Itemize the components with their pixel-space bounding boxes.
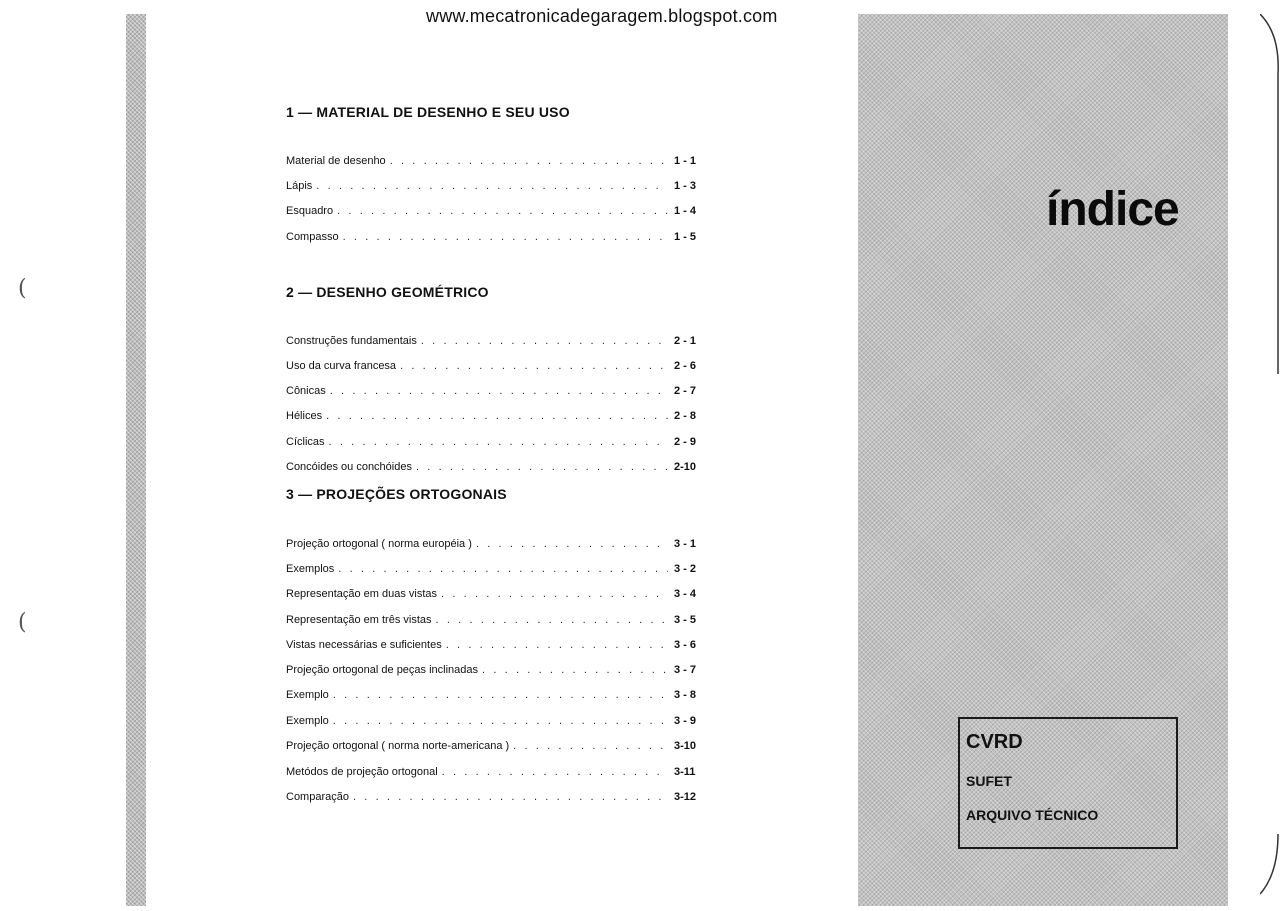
dot-leader bbox=[513, 740, 668, 752]
entry-label: Representação em três vistas bbox=[286, 614, 432, 626]
toc-entry[interactable] bbox=[286, 231, 706, 247]
section-title: 3 — PROJEÇÕES ORTOGONAIS bbox=[286, 486, 507, 502]
toc-entry[interactable] bbox=[286, 385, 706, 401]
toc-entry[interactable] bbox=[286, 360, 706, 376]
dot-leader bbox=[442, 766, 668, 778]
section-title: 2 — DESENHO GEOMÉTRICO bbox=[286, 284, 489, 300]
toc-entry[interactable] bbox=[286, 410, 706, 426]
entry-label: Projeção ortogonal de peças inclinadas bbox=[286, 664, 479, 676]
dot-leader bbox=[482, 664, 668, 676]
entry-page: 2 - 8 bbox=[674, 410, 697, 422]
dot-leader bbox=[421, 335, 668, 347]
entry-page: 3 - 8 bbox=[674, 689, 697, 701]
archive-stamp bbox=[958, 717, 1178, 849]
entry-page: 3-11 bbox=[674, 766, 696, 778]
dot-leader bbox=[476, 538, 668, 550]
entry-label: Comparação bbox=[286, 791, 349, 803]
entry-page: 3 - 1 bbox=[674, 538, 697, 550]
stamp-line: SUFET bbox=[966, 773, 1012, 789]
entry-label: Projeção ortogonal ( norma européia ) bbox=[286, 538, 472, 550]
page-edge bbox=[1260, 14, 1280, 906]
entry-page: 2 - 1 bbox=[674, 335, 697, 347]
entry-page: 2 - 7 bbox=[674, 385, 697, 397]
toc-entry[interactable] bbox=[286, 715, 706, 731]
toc-entry[interactable] bbox=[286, 155, 706, 171]
dot-leader bbox=[326, 410, 668, 422]
entry-label: Construções fundamentais bbox=[286, 335, 417, 347]
toc-entry[interactable] bbox=[286, 614, 706, 630]
dot-leader bbox=[441, 588, 668, 600]
toc-entry[interactable] bbox=[286, 436, 706, 452]
entry-label: Concóides ou conchóides bbox=[286, 461, 412, 473]
entry-page: 3 - 5 bbox=[674, 614, 697, 626]
toc-entry[interactable] bbox=[286, 766, 706, 782]
entry-label: Projeção ortogonal ( norma norte-americana ) bbox=[286, 740, 510, 752]
toc-entry[interactable] bbox=[286, 664, 706, 680]
toc-entry[interactable] bbox=[286, 689, 706, 705]
entry-label: Cíclicas bbox=[286, 436, 325, 448]
entry-page: 3 - 4 bbox=[674, 588, 697, 600]
entry-label: Hélices bbox=[286, 410, 323, 422]
source-url: www.mecatronicadegaragem.blogspot.com bbox=[426, 6, 778, 26]
toc-entry[interactable] bbox=[286, 639, 706, 655]
entry-page: 3-10 bbox=[674, 740, 697, 752]
cover-title: índice bbox=[1046, 183, 1179, 236]
entry-label: Compasso bbox=[286, 231, 339, 243]
entry-page: 3 - 2 bbox=[674, 563, 697, 575]
entry-page: 1 - 1 bbox=[674, 155, 697, 167]
dot-leader bbox=[416, 461, 668, 473]
section-title: 1 — MATERIAL DE DESENHO E SEU USO bbox=[286, 104, 570, 120]
dot-leader bbox=[337, 205, 668, 217]
toc-entry[interactable] bbox=[286, 538, 706, 554]
scan-mark: ( bbox=[18, 610, 27, 635]
entry-page: 1 - 3 bbox=[674, 180, 697, 192]
dot-leader bbox=[316, 180, 668, 192]
stamp-line: ARQUIVO TÉCNICO bbox=[966, 807, 1099, 823]
entry-label: Metódos de projeção ortogonal bbox=[286, 766, 438, 778]
dot-leader bbox=[436, 614, 668, 626]
entry-page: 1 - 5 bbox=[674, 231, 697, 243]
cover-panel bbox=[858, 14, 1228, 906]
toc-entry[interactable] bbox=[286, 588, 706, 604]
dot-leader bbox=[333, 715, 668, 727]
dot-leader bbox=[330, 385, 668, 397]
entry-page: 3 - 9 bbox=[674, 715, 697, 727]
toc-entry[interactable] bbox=[286, 563, 706, 579]
entry-label: Exemplo bbox=[286, 689, 329, 701]
entry-page: 2 - 9 bbox=[674, 436, 697, 448]
entry-page: 3 - 7 bbox=[674, 664, 697, 676]
dot-leader bbox=[353, 791, 668, 803]
dot-leader bbox=[333, 689, 668, 701]
entry-label: Exemplos bbox=[286, 563, 335, 575]
entry-page: 3 - 6 bbox=[674, 639, 697, 651]
toc-entry[interactable] bbox=[286, 740, 706, 756]
toc-entry[interactable] bbox=[286, 205, 706, 221]
entry-label: Esquadro bbox=[286, 205, 334, 217]
stamp-line: CVRD bbox=[966, 731, 1023, 753]
entry-label: Vistas necessárias e suficientes bbox=[286, 639, 442, 651]
toc-entry[interactable] bbox=[286, 335, 706, 351]
entry-page: 2-10 bbox=[674, 461, 697, 473]
entry-page: 3-12 bbox=[674, 791, 697, 803]
toc-entry[interactable] bbox=[286, 461, 706, 477]
toc-entry[interactable] bbox=[286, 180, 706, 196]
entry-label: Exemplo bbox=[286, 715, 329, 727]
entry-label: Representação em duas vistas bbox=[286, 588, 438, 600]
dot-leader bbox=[329, 436, 668, 448]
entry-page: 2 - 6 bbox=[674, 360, 697, 372]
entry-page: 1 - 4 bbox=[674, 205, 697, 217]
dot-leader bbox=[343, 231, 668, 243]
dot-leader bbox=[338, 563, 668, 575]
binding-strip bbox=[126, 14, 146, 906]
entry-label: Lápis bbox=[286, 180, 313, 192]
entry-label: Cônicas bbox=[286, 385, 326, 397]
dot-leader bbox=[400, 360, 668, 372]
dot-leader bbox=[390, 155, 668, 167]
scan-mark: ( bbox=[18, 276, 27, 301]
dot-leader bbox=[446, 639, 668, 651]
entry-label: Uso da curva francesa bbox=[286, 360, 397, 372]
toc-entry[interactable] bbox=[286, 791, 706, 807]
entry-label: Material de desenho bbox=[286, 155, 386, 167]
